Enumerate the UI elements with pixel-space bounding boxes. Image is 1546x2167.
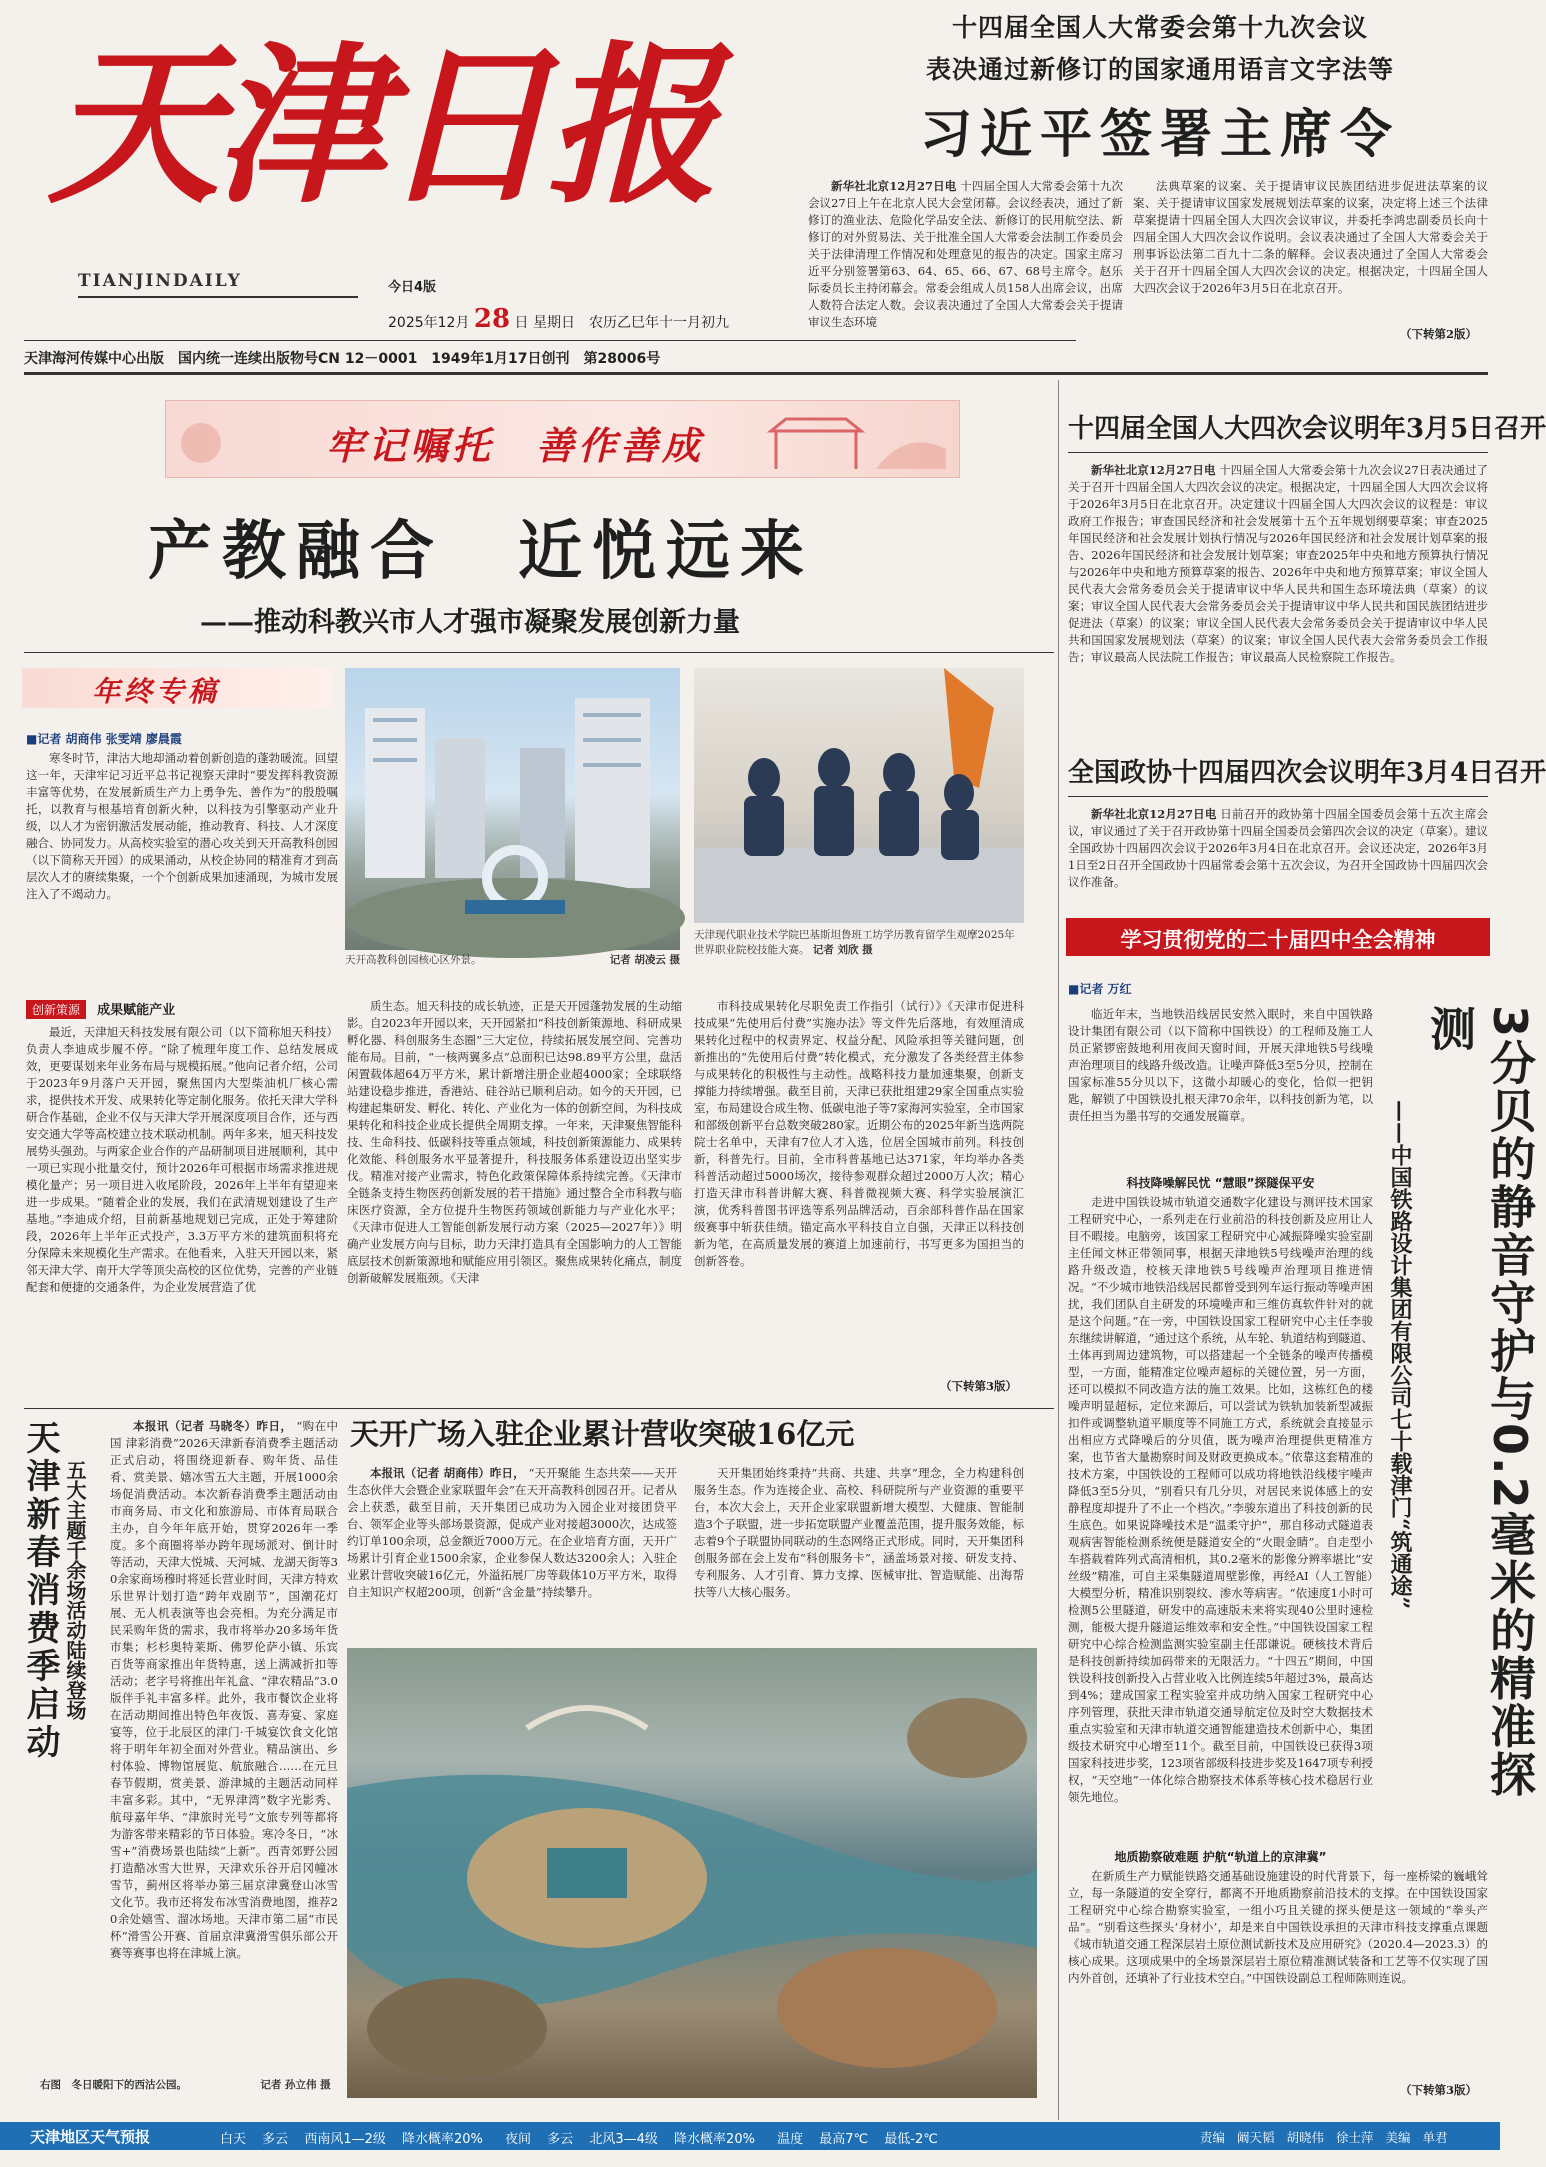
- campus-caption: 天开高教科创园核心区外景。: [345, 954, 482, 966]
- park-illustration: [347, 1648, 1037, 2098]
- weather-item: 降水概率20%: [402, 2132, 483, 2147]
- study-byline: ■记者 万红: [1068, 982, 1132, 996]
- lead-body-col3: 市科技成果转化尽职免责工作指引（试行）》《天津市促进科技成果“先使用后付费”实施办法》等文件先后落地，有效厘清成果转化过程中的权责界定、权益分配、风险承担等关键问题，创新推出的“先使用后付费”转化模式，充分激发了各类经营主体参与成果转化的积极性与主动性。战略科技力量加速集聚，创新支撑能力持续增强。截至目前，天津已获批组建29家全国重点实验室，布局建设合成生物、低碳电池子等7家海河实验室，全市国家和部级创新平台总数突破280家。近期公布的2025年新当选两院院士名单中，天津有7位人才入选，位居全国城市前列。科技创新，科普先行。目前，全市科普基地已达371家，年均举办各类科普活动超过5000场次，接待参观群众超过2000万人次；精心打造天津市科普讲解大赛、科普微视频大赛、科学实验展演汇演，优秀科普图书评选等系列品牌活动，百余部科普作品在国家级赛事中斩获佳绩。锚定高水平科技自立自强，天津正以科技创新为笔，在高质量发展的赛道上加速前行，书写更多为国担当的创新答卷。: [694, 999, 1024, 1268]
- students-caption: 天津现代职业技术学院巴基斯坦鲁班工坊学历教育留学生观摩2025年世界职业院校技能大赛。: [694, 929, 1015, 956]
- lead-intro: 寒冬时节，津沽大地却涌动着创新创造的蓬勃暖流。回望这一年，天津牢记习近平总书记视察天津时“要发挥科教资源丰富等优势，在发展新质生产力上勇争先、善作为”的殷殷嘱托，以教育与根基培育创新火种，以科技为引擎驱动产业升级，以人才为密钥激活发展动能，推动教育、科技、人才深度融合、协同发力。从高校实验室的潜心攻关到天开高教科创园（以下简称天开园）的成果涌动，从校企协同的精准育才到高层次人才的赓续集聚，一个个创新成果加速涌现，为城市发展注入了不竭动力。: [26, 751, 338, 901]
- npc-body: 十四届全国人大常委会第十九次会议27日表决通过了关于召开十四届全国人大四次会议的决定。根据决定，十四届全国人大四次会议将于2026年3月5日在北京召开。决定建议十四届全国人大四次会议的议程是：审议政府工作报告；审查国民经济和社会发展第十五个五年规划纲要草案；审查2025年国民经济和社会发展计划执行情况与2026年国民经济和社会发展计划草案的报告、2026年国民经济和社会发展计划草案；审查2025年中央和地方预算执行情况与2026年中央和地方预算草案的报告、2026年中央和地方预算草案；审议全国人民代表大会常务委员会关于提请审议中华人民共和国生态环境法典（草案）的议案；审议全国人民代表大会常务委员会关于提请审议中华人民共和国民族团结进步促进法（草案）的议案；审议全国人民代表大会常务委员会关于提请审议中华人民共和国国家发展规划法（草案）的议案；审议全国人民代表大会常务委员会工作报告；审议最高人民法院工作报告；审议最高人民检察院工作报告。: [1068, 463, 1489, 664]
- study-sub-2: 地质勘察破难题 护航“轨道上的京津冀”: [1114, 1850, 1327, 1864]
- tiankai-col1-text: “天开聚能 生态共荣——天开生态伙伴大会暨企业家联盟年会”在天开高教科创园召开。记者从会上获悉，截至目前，天开集团已成功为入园企业对接团贷平台、领军企业等头部场景资源，促成产业对接超3000次，达成签约订单100余项，总金额近7000万元。在企业培育方面，天开广场累计引育企业1500余家，企业参保人数达3200余人；入驻企业累计营收突破16亿元，外溢拓展厂房等载体10万平方米，取得自主知识产权超200项，创新“含金量”持续攀升。: [347, 1466, 677, 1599]
- cppcc-dateline: 新华社北京12月27日电: [1091, 807, 1217, 821]
- study-vertical-title: 3分贝的静音守护与0.2毫米的精准探测: [1423, 1005, 1537, 1799]
- lead-body-col2: 质生态。旭天科技的成长轨迹，正是天开园蓬勃发展的生动缩影。自2023年开园以来，天开园紧扣“科技创新策源地、科研成果孵化器、科创服务生态圈”三大定位，持续拓展发展空间、完善功能布局。目前，“一核两翼多点”总面积已达98.89平方公里，盘活闲置载体超64万平方米，累计新增注册企业超4000家；全球联络站建设稳步推进，香港站、硅谷站已顺利启动。如今的天开园，已构建起集研发、孵化、转化、产业化为一体的创新空间，为科技成果转化和科技企业成长提供全周期支撑。一年来，天津聚焦智能科技、生命科技、低碳科技等重点领域，科技创新策源能力、成果转化效能、科创服务水平显著提升，科技服务体系建设迈出坚实步伐。精准对接产业需求，特色化政策保障体系持续完善。《天津市全链条支持生物医药创新发展的若干措施》通过整合全市科教与临床医疗资源，全方位提升生物医药领域创新能力与产业化水平；《天津市促进人工智能创新发展行动方案（2025—2027年）》明确产业发展方向与目标，助力天津打造具有全国影响力的人工智能底层技术创新策源地和赋能应用引领区。聚焦成果转化痛点，制度创新破解发展瓶颈。《天津: [347, 999, 682, 1285]
- campus-illustration: [345, 668, 680, 950]
- column-tag: [22, 668, 332, 708]
- photo-students: [694, 668, 1024, 923]
- section-heading: [26, 999, 175, 1019]
- photo-students-caption: [694, 928, 1024, 958]
- cppcc-text: [1068, 806, 1488, 906]
- spring-vertical-subtitle: 五大主题千余场活动陆续登场: [63, 1460, 87, 1720]
- top-story-col2: [1133, 178, 1488, 333]
- study-text-1: 临近年末，当地铁沿线居民安然入眠时，来自中国铁路设计集团有限公司（以下简称中国铁设）的工程师及施工人员正紧锣密鼓地利用夜间天窗时间，开展天津地铁5号线噪声治理项目的线路升级改造。让噪声降低3至5分贝，控制在国家标准55分贝以下，这微小却暖心的变化，恰似一把钥匙，解锁了中国铁设扎根天津70余年，以科技创新为笔，以责任担当为墨书写的交通发展篇章。: [1068, 1007, 1373, 1123]
- spring-caption: [40, 2078, 340, 2093]
- photo-campus: [345, 668, 680, 950]
- npc-dateline: 新华社北京12月27日电: [1091, 463, 1216, 477]
- top-headline: 习近平签署主席令: [919, 105, 1400, 165]
- lead-subhead: ——推动科教兴市人才强市凝聚发展创新力量: [200, 607, 740, 638]
- lead-body-col1: 最近，天津旭天科技发展有限公司（以下简称旭天科技）负责人李迪成步履不停。“除了梳理年度工作、总结发展成效，更要谋划来年业务布局与规模拓展。”他向记者介绍，公司于2023年9月落户天开园，聚焦国内大型柴油机厂核心需求，提供技术开发、成果转化等定制化服务。依托天津大学科研合作基础，企业不仅与天津大学开展深度项目合作，还与西安交通大学等高校建立技术联动机制。两年多来，旭天科技发展势头强劲。与两家企业合作的产品研制项目进展顺利，其中一项已实现小批量交付，预计2026年可根据市场需求推进规模化量产；另一项目进入收尾阶段，2026年上半年有望迎来进一步成果。“随着企业的发展，我们在武清规划建设了生产基地。”李迪成介绍，目前新基地规划已完成，正处于筹建阶段，2026年上半年正式投产，3.3万平方米的建筑面积将充分保障未来规模化生产需求。在他看来，入驻天开园以来，紧邻天津大学、南开大学等顶尖高校的区位优势，完善的产业链配套和便捷的交通条件，为企业发展营造了优: [26, 1025, 338, 1294]
- study-continue: （下转第3版）: [1400, 2083, 1478, 2097]
- study-text-3: 在新质生产力赋能铁路交通基础设施建设的时代背景下，每一座桥梁的巍峨耸立，每一条隧道的安全穿行，都离不开地质勘察前沿技术的支撑。在中国铁设国家工程研究中心综合勘察实验室，一组小巧且关键的探头便是这一领域的“拳头产品”。“别看这些探头‘身材小’，却是来自中国铁设承担的天津市科技支撑重点课题《城市轨道交通工程深层岩土原位测试新技术及应用研究》（2020.4—2023.3）的核心成果。这项成果中的全场景深层岩土原位精准测试装备和工艺等不仅实现了国内外首创，还填补了行业技术空白。”中国铁设副总工程师陈则连说。: [1068, 1869, 1488, 1985]
- top-kicker: 十四届全国人大常委会第十九次会议: [951, 13, 1368, 42]
- date-day: 28: [473, 304, 511, 334]
- lead-byline: ■记者 胡商伟 张雯靖 廖晨霞: [26, 732, 182, 746]
- date-year: 2025年12月: [388, 315, 470, 331]
- tiankai-reporter: 本报讯（记者 胡商伟）昨日，: [370, 1466, 525, 1480]
- date-rest: 日 星期日 农历乙巳年十一月初九: [514, 315, 729, 331]
- masthead-roman: TIANJINDAILY: [78, 271, 242, 291]
- students-illustration: [694, 668, 1024, 923]
- spring-vertical-title: 天津新春消费季启动: [20, 1420, 60, 1762]
- study-vertical-subtitle: ——中国铁路设计集团有限公司七十载津门“筑通途”: [1387, 1100, 1413, 1610]
- top-col1-text: 十四届全国人大常委会第十九次会议27日上午在北京人民大会堂闭幕。会议经表决，通过了新修订的渔业法、危险化学品安全法、新修订的民用航空法、新修订的对外贸易法、关于批准全国人大常委会法制工作委员会关于法律清理工作情况和处理意见的报告的决定。国家主席习近平分别签署第63、64、65、66、67、68号主席令。赵乐际委员长主持闭幕会。常委会组成人员158人出席会议，出席人数符合法定人数。会议表决通过了全国人大常委会关于提请审议生态环境: [808, 179, 1124, 329]
- editor-name: 徐士萍: [1336, 2130, 1374, 2145]
- top-kicker-2: 表决通过新修订的国家通用语言文字法等: [925, 55, 1394, 84]
- spring-reporter: 本报讯（记者 马晓冬）昨日，: [133, 1419, 293, 1433]
- tiankai-col1: [347, 1465, 677, 1630]
- slogan-banner: [165, 400, 960, 478]
- lead-headline: 产教融合 近悦远来: [148, 514, 814, 589]
- study-sub-1: 科技降噪解民忧 “慧眼”探隧保平安: [1126, 1176, 1315, 1190]
- weather-label: 天津地区天气预报: [30, 2128, 151, 2146]
- editor-label: 责编: [1200, 2130, 1226, 2145]
- editor-name: 阚天韬: [1237, 2130, 1275, 2145]
- editors: [1200, 2128, 1448, 2146]
- top-dateline: 新华社北京12月27日电: [831, 179, 957, 193]
- banner-slogan: 牢记嘱托 善作善成: [326, 423, 705, 468]
- publication-info: 天津海河传媒中心出版 国内统一连续出版物号CN 12－0001 1949年1月17日创刊 第28006号: [24, 351, 661, 367]
- study-banner: [1066, 918, 1490, 956]
- spring-caption-text: 右图 冬日暖阳下的西沽公园。: [40, 2079, 187, 2091]
- npc-headline: 十四届全国人大四次会议明年3月5日召开: [1068, 414, 1546, 444]
- column-tag-text: 年终专稿: [92, 675, 221, 708]
- spring-body: “购在中国 津彩消费”2026天津新春消费季主题活动正式启动，将围绕迎新春、购年货、品佳肴、赏美景、嬉冰雪五大主题，开展1000余场促消费活动。本次新春消费季主题活动由市商务局、市文化和旅游局、市体育局联合主办，自今年年底开始，贯穿2026年一季度。多个商圈将举办跨年现场派对、倒计时等活动，天津大悦城、天河城、龙湖天街等30余家商场穆时将延长营业时间，天津方特欢乐世界计划打造“跨年戏剧节”，国潮花灯展、无人机表演等也会亮相。为充分满足市民采购年货的需求，我市将举办20多场年货市集；杉杉奥特莱斯、佛罗伦萨小镇、乐宾百货等商家推出年货特惠，送上满减折扣等活动；老字号将推出年礼盒、“津农精品”3.0版伴手礼丰富多样。此外，我市餐饮企业将在活动期间推出特色年夜饭、喜寿宴、家庭宴等，位于北辰区的津门·千城宴饮食文化馆将于明年年初全面对外营业。精品演出、乡村体验、博物馆展览、航旅融合……在元旦春节假期，赏美景、游津城的主题活动同样丰富多彩。其中，“无界津湾”数字光影秀、航母嘉年华、“津旅时光号”文旅专列等都将为游客带来精彩的节日体验。寒冷冬日，“冰雪+”消费场景也陆续“上新”。西青郊野公园打造酷冰雪大世界，天津欢乐谷开启冈幢冰雪节，蓟州区将举办第三届京津冀登山冰雪文化节。我市还将发布冰雪消费地图，推荐20余处嬉雪、溜冰场地。天津市第二届“市民杯”滑雪公开赛、首届京津冀滑雪俱乐部公开赛等赛事也将在津城上演。: [110, 1419, 338, 1960]
- campus-credit: 记者 胡凌云 摄: [609, 954, 680, 966]
- edition-count: 今日4版: [388, 280, 437, 295]
- logo-text: 天津日报: [48, 24, 712, 227]
- students-credit: 记者 刘欣 摄: [812, 944, 873, 956]
- lead-continue: （下转第3版）: [940, 1379, 1018, 1393]
- weather-item: 西南风1—2级: [304, 2132, 386, 2147]
- top-continue: （下转第2版）: [1400, 327, 1478, 341]
- study-text-2: 走进中国铁设城市轨道交通数字化建设与测评技术国家工程研究中心，一系列走在行业前沿的科技创新及应用让人目不暇接。电脑旁，该国家工程研究中心减振降噪实验室副主任闻文林正带领同事，根据天津地铁5号线噪声治理的线路升级改造，校核天津地铁5号线噪声治理项目推进情况。“不少城市地铁沿线居民都曾受到列车运行振动等噪声困扰，我们团队自主研发的环境噪声和三维仿真软件针对的就是这个问题。”在一旁，中国铁设国家工程研究中心主任李骏东继续讲解道，“通过这个系统，从车轮、轨道结构到隧道、土体再到周边建筑物，可以搭建起一个全链条的噪声传播模型，一方面，能精准定位噪声超标的关键位置，另一方面，还可以模拟不同改造方法的施工效果。比如，这栋红色的楼噪声明显超标，定位来源后，可以尝试为铁轨加装新型减振扣件或调整轨道平顺度等不同施工方式，系统就会直接显示出相应方式降噪后的分贝值，既为噪声治理提供更精准方案，也节省大量勘察时间及财政更换成本。”依靠这套精准的技术方案，中国铁设的工程师可以成功将地铁沿线楼宇噪声降低3至5分贝，“别看只有几分贝，对居民来说体感上的安静程度却提升了不止一个档次。”李骏东道出了科技创新的民生底色。如果说降噪技术是“温柔守护”，那自移动式隧道表观病害智能检测系统便是隧道安全的“火眼金睛”。自走型小车搭载着阵列式高清相机，其0.2毫米的影像分辨率堪比“安丝级”精准，可自主采集隧道周壁影像，再经AI（人工智能）大模型分析，精准识别裂纹、渗水等病害。“依速度1小时可检测5公里隧道，研发中的高速版未来将实现40公里时速检测，能极大提升隧道运维效率和安全性。”中国铁设国家工程研究中心综合检测监测实验室副主任邵谦说。硬核技术背后是科技创新持续加码带来的无限活力。“十四五”期间，中国铁设科技创新投入占营业收入比例连续5年超过3%，最高达到4%；建成国家工程实验室并成功纳入国家工程研究中心序列管理，获批天津市轨道交通导航定位及时空大数据技术重点实验室和天津市轨道交通智能建造技术创新中心，集团级技术研究中心增至11个。截至目前，中国铁设已获得3项国家科技进步奖，123项省部级科技进步奖及1647项专利授权，“天空地”一体化综合勘察技术体系等核心技术稳居行业领先地位。: [1068, 1195, 1373, 1804]
- weather-item: 最高7℃: [819, 2132, 869, 2147]
- top-col2-text: 法典草案的议案、关于提请审议民族团结进步促进法草案的议案、关于提请审议国家发展规划法草案的议案，决定将上述三个法律草案提请十四届全国人大四次会议审议，并委托李鸿忠副委员长向十四届全国人大四次会议作说明。会议表决通过了全国人大常委会关于刑事诉讼法第二百九十二条的解释。会议表决通过了全国人大常委会关于召开十四届全国人大四次会议的决定。根据决定，十四届全国人大四次会议于2026年3月5日在北京召开。: [1133, 179, 1488, 295]
- photo-xigu-park: [347, 1648, 1037, 2098]
- weather-item: 北风3—4级: [589, 2132, 658, 2147]
- editor-label: 美编: [1385, 2130, 1411, 2145]
- tiankai-headline: 天开广场入驻企业累计营收突破16亿元: [350, 1417, 855, 1451]
- editor-name: 胡晓伟: [1286, 2130, 1325, 2145]
- cppcc-headline: 全国政协十四届四次会议明年3月4日召开: [1068, 758, 1546, 788]
- spring-credit: 记者 孙立伟 摄: [260, 2079, 331, 2091]
- weather-item: 多云: [262, 2132, 289, 2147]
- weather-item: 夜间: [505, 2132, 532, 2147]
- npc-text: [1068, 462, 1488, 747]
- section-title: 成果赋能产业: [97, 1003, 176, 1018]
- weather-item: 多云: [547, 2132, 574, 2147]
- weather-item: 白天: [220, 2132, 247, 2147]
- study-banner-text: 学习贯彻党的二十届四中全会精神: [1120, 927, 1436, 952]
- tiankai-col2: 天开集团始终秉持“共商、共建、共享”理念，全力构建科创服务生态。作为连接企业、高校、科研院所与产业资源的重要平台，本次大会上，天开企业家联盟新增大模型、大健康、智能制造3个子联盟，进一步拓宽联盟产业覆盖范围，提升服务效能，标志着9个子联盟协同联动的生态网络正式形成。同时，天开集团科创服务部在会上发布“科创服务卡”，涵盖场景对接、研发支持、专利服务、人才引育、算力支撑、医械审批、智造赋能、出海帮扶等八大核心服务。: [694, 1466, 1024, 1599]
- weather-item: 温度: [777, 2132, 804, 2147]
- editor-name: 单君: [1422, 2130, 1448, 2145]
- weather-item: 降水概率20%: [674, 2132, 755, 2147]
- newspaper-logo: [38, 8, 712, 227]
- weather-item: 最低-2℃: [884, 2132, 938, 2147]
- spring-text: [110, 1418, 338, 2033]
- issue-date: [388, 304, 729, 334]
- weather-items: [220, 2128, 938, 2147]
- masthead: [38, 8, 858, 353]
- photo-campus-caption: [345, 953, 680, 968]
- cppcc-body: 日前召开的政协第十四届全国委员会第十五次主席会议，审议通过了关于召开政协第十四届全国委员会第四次会议的决定（草案）。建议全国政协十四届四次会议于2026年3月4日在北京召开。会议还决定，2026年3月1日至2日召开全国政协十四届常委会第十五次会议，为召开全国政协十四届四次会议作准备。: [1068, 807, 1489, 889]
- section-tag: 创新策源: [26, 1000, 86, 1019]
- top-story-col1: [808, 178, 1123, 348]
